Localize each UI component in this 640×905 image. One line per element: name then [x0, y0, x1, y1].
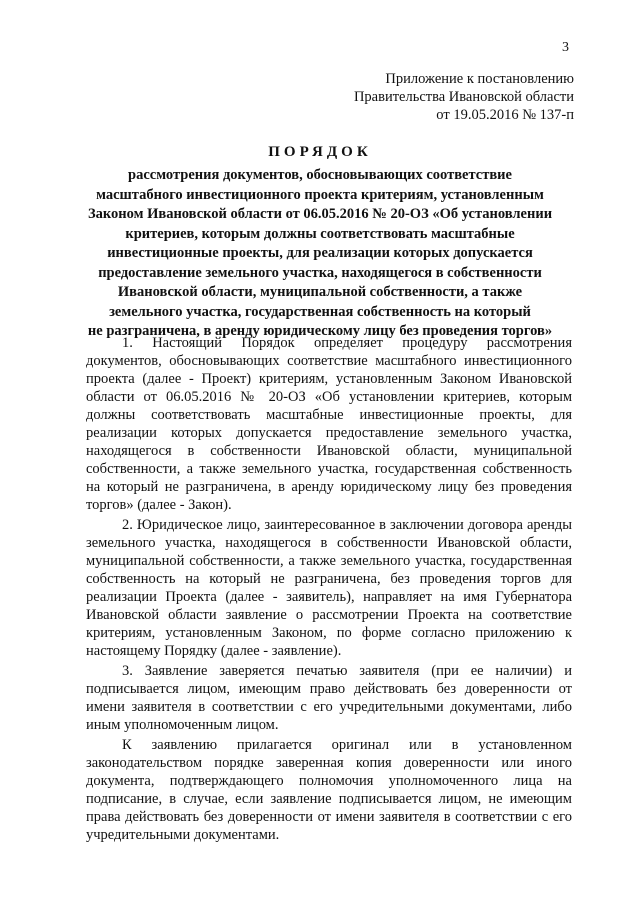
document-body: [86, 334, 572, 846]
document-subtitle: [60, 166, 580, 342]
paragraph-1: 1. Настоящий Порядок определяет процедуру рассмотрения документов, обосновывающих соответствие масштабного инвестиционного проекта (далее - Проект) критериям, установленным Законом Ивановской области от 06.05.2016 № 20-ОЗ «Об установлении критериев, которым должны соответствовать масштабные инвестиционные проекты, для реализации которых допускается предоставление земельного участка, находящегося в собственности Ивановской области, муниципальной собственности, а также земельного участка, государственная собственность на который не разграничена, в аренду юридическому лицу без проведения торгов» (далее - Закон).: [86, 335, 572, 513]
subtitle-line: критериев, которым должны соответствовать масштабные: [125, 225, 515, 242]
subtitle-line: рассмотрения документов, обосновывающих соответствие: [128, 167, 512, 183]
subtitle-line: земельного участка, государственная собственность на который: [109, 303, 531, 320]
subtitle-line: Ивановской области, муниципальной собственности, а также: [117, 284, 523, 300]
subtitle-line: масштабного инвестиционного проекта критериям, установленным: [96, 186, 544, 203]
document-title: ПОРЯДОК: [268, 144, 372, 160]
subtitle-line: предоставление земельного участка, находящегося в собственности: [98, 264, 542, 281]
paragraph-2: 2. Юридическое лицо, заинтересованное в заключении договора аренды земельного участка, находящегося в собственности Ивановской области, муниципальной собственности, а также земельного участка, государственная собственность на который не разграничена, без проведения торгов для реализации Проекта (далее - заявитель), направляет на имя Губернатора Ивановской области заявление о рассмотрении Проекта на соответствие критериям, установленным Законом, по форме согласно приложению к настоящему Порядку (далее - заявление).: [86, 517, 572, 659]
paragraph-4: К заявлению прилагается оригинал или в установленном законодательством порядке заверенная копия доверенности или иного документа, подтверждающего полномочия уполномоченного лица на подписание, в случае, если заявление подписывается лицом, не имеющим права действовать без доверенности от имени заявителя в соответствии с его учредительными документами.: [86, 737, 572, 843]
paragraph-3: 3. Заявление заверяется печатью заявителя (при ее наличии) и подписывается лицом, имеющим право действовать без доверенности от имени заявителя в соответствии с его учредительными документами, либо иным уполномоченным лицом.: [86, 663, 572, 733]
subtitle-line: инвестиционные проекты, для реализации которых допускается: [107, 245, 533, 261]
appendix-line-3: от 19.05.2016 № 137-п: [436, 107, 574, 123]
subtitle-line: не разграничена, в аренду юридическому лицу без проведения торгов»: [87, 323, 553, 339]
appendix-block: [354, 70, 574, 124]
page-number: 3: [562, 40, 569, 55]
subtitle-line: Законом Ивановской области от 06.05.2016 № 20-ОЗ «Об установлении: [87, 206, 553, 222]
appendix-line-1: Приложение к постановлению: [385, 71, 574, 87]
appendix-line-2: Правительства Ивановской области: [353, 89, 574, 105]
